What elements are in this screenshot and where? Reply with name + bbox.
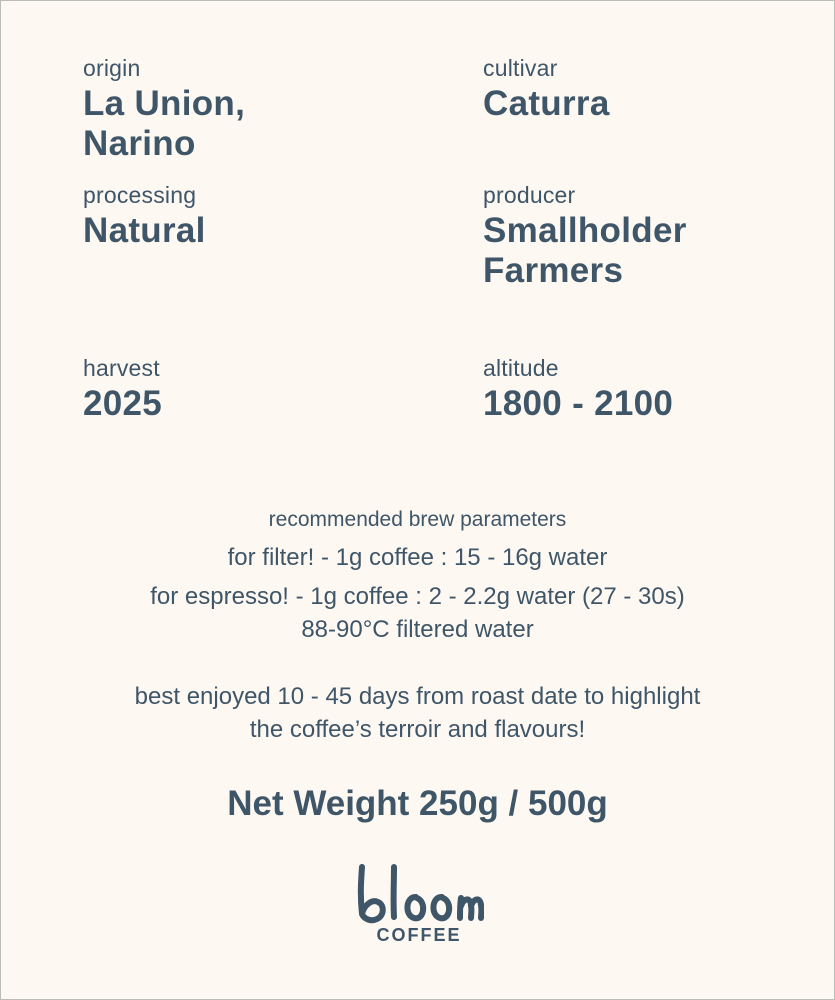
processing-field: [83, 181, 413, 251]
cultivar-value: Caturra: [483, 84, 610, 123]
processing-value: Natural: [83, 211, 206, 250]
cultivar-field: [483, 54, 813, 124]
brew-heading: recommended brew parameters: [268, 508, 567, 531]
freshness-note-line-2: the coffee’s terroir and flavours!: [249, 716, 586, 743]
producer-field: [483, 181, 813, 291]
harvest-label: harvest: [83, 355, 160, 381]
origin-label: origin: [83, 55, 141, 81]
freshness-note-line-1: best enjoyed 10 - 45 days from roast date to highlight: [134, 683, 701, 710]
altitude-field: [483, 354, 813, 424]
freshness-note: [1, 680, 834, 746]
bloom-wordmark-logo: [354, 861, 484, 925]
net-weight: Net Weight 250g / 500g: [227, 784, 608, 823]
altitude-label: altitude: [483, 355, 559, 381]
cultivar-label: cultivar: [483, 55, 558, 81]
processing-label: processing: [83, 182, 197, 208]
producer-label: producer: [483, 182, 576, 208]
origin-value: La Union, Narino: [83, 84, 246, 163]
harvest-field: [83, 354, 413, 424]
altitude-value: 1800 - 2100: [483, 384, 674, 423]
logo-subtitle: COFFEE: [376, 925, 462, 945]
bloom-coffee-logo: [319, 861, 519, 961]
brew-espresso-ratio: for espresso! - 1g coffee : 2 - 2.2g water (27 - 30s): [150, 583, 685, 610]
brew-parameters: [1, 506, 834, 645]
origin-field: [83, 54, 413, 164]
brew-filter-ratio: for filter! - 1g coffee : 15 - 16g water: [227, 544, 608, 571]
brew-water-temperature: 88-90°C filtered water: [301, 616, 534, 643]
producer-value: Smallholder Farmers: [483, 211, 687, 290]
harvest-value: 2025: [83, 384, 163, 423]
